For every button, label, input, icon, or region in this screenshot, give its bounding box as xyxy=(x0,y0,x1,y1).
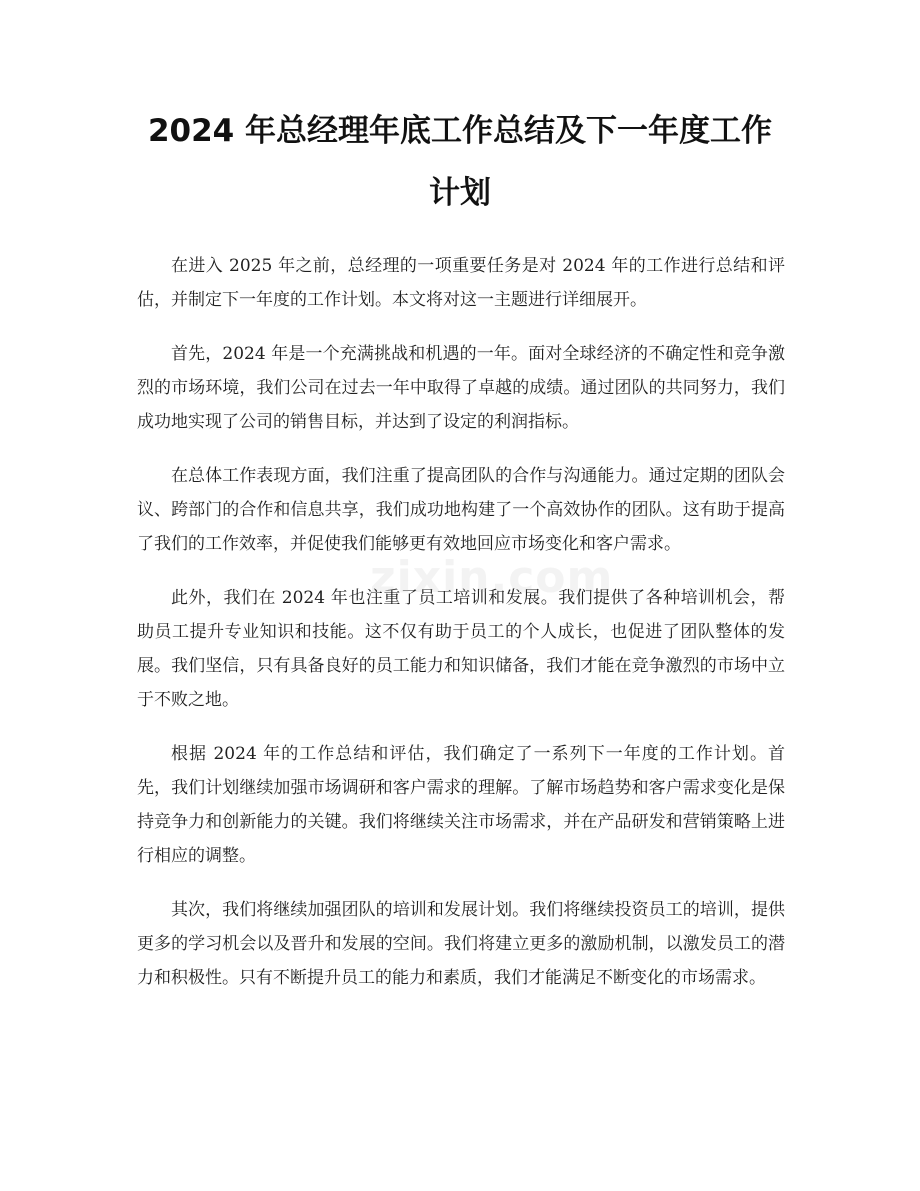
paragraph-plan-team: 其次，我们将继续加强团队的培训和发展计划。我们将继续投资员工的培训，提供更多的学习机会以及晋升和发展的空间。我们将建立更多的激励机制，以激发员工的潜力和积极性。只有不断提升员工的能力和素质，我们才能满足不断变化的市场需求。 xyxy=(137,900,785,988)
paragraph-training: 此外，我们在 2024 年也注重了员工培训和发展。我们提供了各种培训机会，帮助员工提升专业知识和技能。这不仅有助于员工的个人成长，也促进了团队整体的发展。我们坚信，只有具备良好的员工能力和知识储备，我们才能在竞争激烈的市场中立于不败之地。 xyxy=(137,588,785,710)
document-body xyxy=(137,249,785,1015)
paragraph-year-review: 首先，2024 年是一个充满挑战和机遇的一年。面对全球经济的不确定性和竞争激烈的市场环境，我们公司在过去一年中取得了卓越的成绩。通过团队的共同努力，我们成功地实现了公司的销售目标，并达到了设定的利润指标。 xyxy=(137,344,785,432)
paragraph-team-performance: 在总体工作表现方面，我们注重了提高团队的合作与沟通能力。通过定期的团队会议、跨部门的合作和信息共享，我们成功地构建了一个高效协作的团队。这有助于提高了我们的工作效率，并促使我们能够更有效地回应市场变化和客户需求。 xyxy=(137,466,785,554)
document-title xyxy=(120,100,800,224)
title-line-2: 计划 xyxy=(429,175,491,211)
paragraph-plan-market: 根据 2024 年的工作总结和评估，我们确定了一系列下一年度的工作计划。首先，我们计划继续加强市场调研和客户需求的理解。了解市场趋势和客户需求变化是保持竞争力和创新能力的关键。我们将继续关注市场需求，并在产品研发和营销策略上进行相应的调整。 xyxy=(137,744,785,866)
watermark: zixin.com xyxy=(370,552,614,603)
paragraph-intro: 在进入 2025 年之前，总经理的一项重要任务是对 2024 年的工作进行总结和评估，并制定下一年度的工作计划。本文将对这一主题进行详细展开。 xyxy=(137,256,785,310)
title-line-1: 2024 年总经理年底工作总结及下一年度工作 xyxy=(147,113,773,149)
